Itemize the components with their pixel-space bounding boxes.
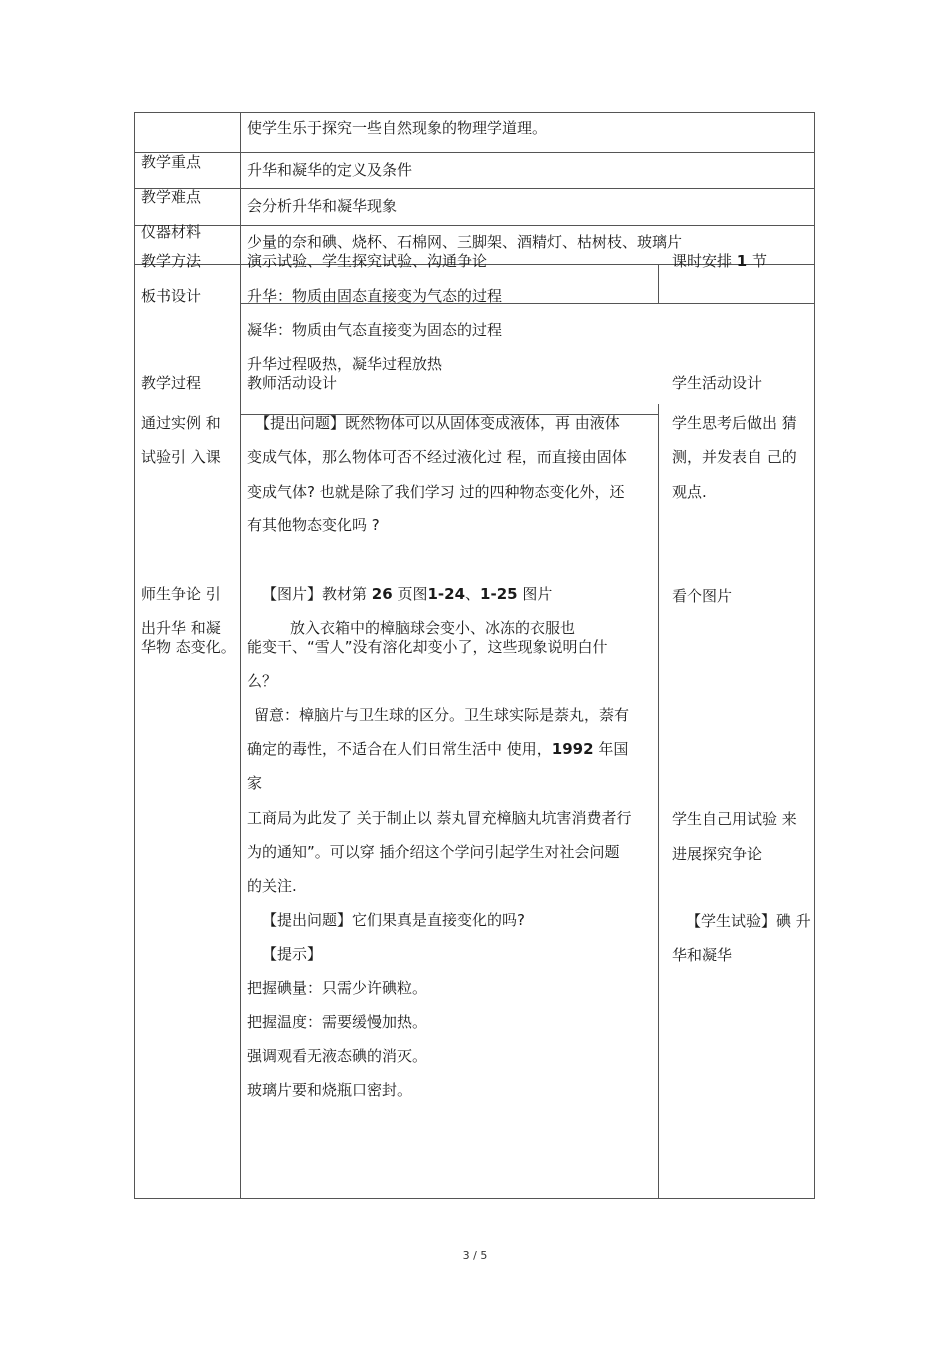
stage2-teacher-line: 为的通知”。可以穿 插介绍这个学问引起学生对社会问题 (247, 843, 620, 861)
stage2-label-line: 华物 态变化。 (141, 638, 236, 656)
stage2-teacher-line: 能变干、“雪人”没有溶化却变小了，这些现象说明白什 (247, 638, 608, 656)
picture-reference (262, 585, 552, 603)
stage2-teacher-line: 把握碘量：只需少许碘粒。 (247, 979, 428, 997)
stage2-teacher-text: 年国 (598, 740, 629, 758)
stage1-label-line: 通过实例 和 (141, 414, 221, 432)
stage2-teacher-line: 放入衣箱中的樟脑球会变小、冰冻的衣服也 (290, 619, 576, 637)
stage1-teacher-line: 有其他物态变化吗 ? (247, 516, 380, 534)
student-picture: 看个图片 (672, 587, 733, 605)
picture-suffix: 图片 (522, 585, 553, 603)
stage1-teacher-line: 变成气体，那么物体可否不经过液化过 程，而直接由固体 (247, 448, 627, 466)
stage2-teacher-line: 玻璃片要和烧瓶口密封。 (247, 1081, 413, 1099)
method-value: 演示试验、学生探究试验、沟通争论 (247, 252, 488, 270)
process-label: 教学过程 (141, 374, 202, 392)
stage2-teacher-line: 强调观看无液态碘的消灭。 (247, 1047, 428, 1065)
stage2-label-line: 师生争论 引 (141, 585, 221, 603)
board-line-3: 升华过程吸热，凝华过程放热 (247, 355, 443, 373)
stage1-student-line: 测，并发表自 己的 (672, 448, 797, 466)
stage2-teacher-line: 把握温度：需要缓慢加热。 (247, 1013, 428, 1031)
stage2-teacher-line-with-year (247, 740, 628, 758)
stage2-teacher-line: 家 (247, 774, 263, 792)
stage2-teacher-line: 【提出问题】它们果真是直接变化的吗? (262, 911, 525, 929)
stage2-student-line: 进展探究争论 (672, 845, 763, 863)
stage1-teacher-line: 变成气体? 也就是除了我们学习 过的四种物态变化外，还 (247, 483, 625, 501)
picture-mid: 页图 (397, 585, 428, 603)
stage2-student-line: 学生自己用试验 来 (672, 810, 797, 828)
materials-label: 仪器材料 (141, 223, 202, 241)
stage2-teacher-text: 确定的毒性，不适合在人们日常生活中 使用， (247, 740, 552, 758)
stage2-teacher-line: 留意：樟脑片与卫生球的区分。卫生球实际是萘丸，萘有 (254, 706, 630, 724)
key-point-value: 升华和凝华的定义及条件 (247, 161, 413, 179)
schedule-number: 1 (736, 252, 748, 270)
picture-sep: 、 (465, 585, 481, 603)
stage2-student-line: 【学生试验】碘 升 (686, 912, 811, 930)
schedule-suffix: 节 (752, 252, 768, 270)
picture-page: 26 (371, 585, 393, 603)
schedule-cell (672, 252, 767, 270)
picture-fig-1: 1-24 (427, 585, 466, 603)
student-header: 学生活动设计 (672, 374, 763, 392)
board-line-2: 凝华：物质由气态直接变为固态的过程 (247, 321, 503, 339)
difficulty-label: 教学难点 (141, 188, 202, 206)
stage2-teacher-line: 的关注. (247, 877, 297, 895)
materials-value: 少量的奈和碘、烧杯、石棉网、三脚架、酒精灯、枯树枝、玻璃片 (247, 233, 683, 251)
schedule-prefix: 课时安排 (672, 252, 733, 270)
year-1992: 1992 (551, 740, 594, 758)
stage2-label-line: 出升华 和凝 (141, 619, 221, 637)
picture-fig-2: 1-25 (480, 585, 518, 603)
stage1-student-line: 学生思考后做出 猜 (672, 414, 797, 432)
stage2-student-line: 华和凝华 (672, 946, 733, 964)
stage2-teacher-line: 【提示】 (262, 945, 323, 963)
teacher-header: 教师活动设计 (247, 374, 338, 392)
board-line-1: 升华：物质由固态直接变为气态的过程 (247, 287, 503, 305)
stage2-teacher-line: 么？ (247, 672, 278, 690)
key-point-label: 教学重点 (141, 153, 202, 171)
difficulty-value: 会分析升华和凝华现象 (247, 197, 398, 215)
stage1-label-line: 试验引 入课 (141, 448, 221, 466)
stage1-teacher-line: 【提出问题】既然物体可以从固体变成液体，再 由液体 (255, 414, 620, 432)
picture-prefix: 【图片】教材第 (262, 585, 368, 603)
board-label: 板书设计 (141, 287, 202, 305)
stage1-student-line: 观点. (672, 483, 707, 501)
intro-line: 使学生乐于探究一些自然现象的物理学道理。 (247, 119, 548, 137)
method-label: 教学方法 (141, 252, 202, 270)
stage2-teacher-line: 工商局为此发了 关于制止以 萘丸冒充樟脑丸坑害消费者行 (247, 809, 632, 827)
page-number: 3 / 5 (462, 1249, 488, 1262)
